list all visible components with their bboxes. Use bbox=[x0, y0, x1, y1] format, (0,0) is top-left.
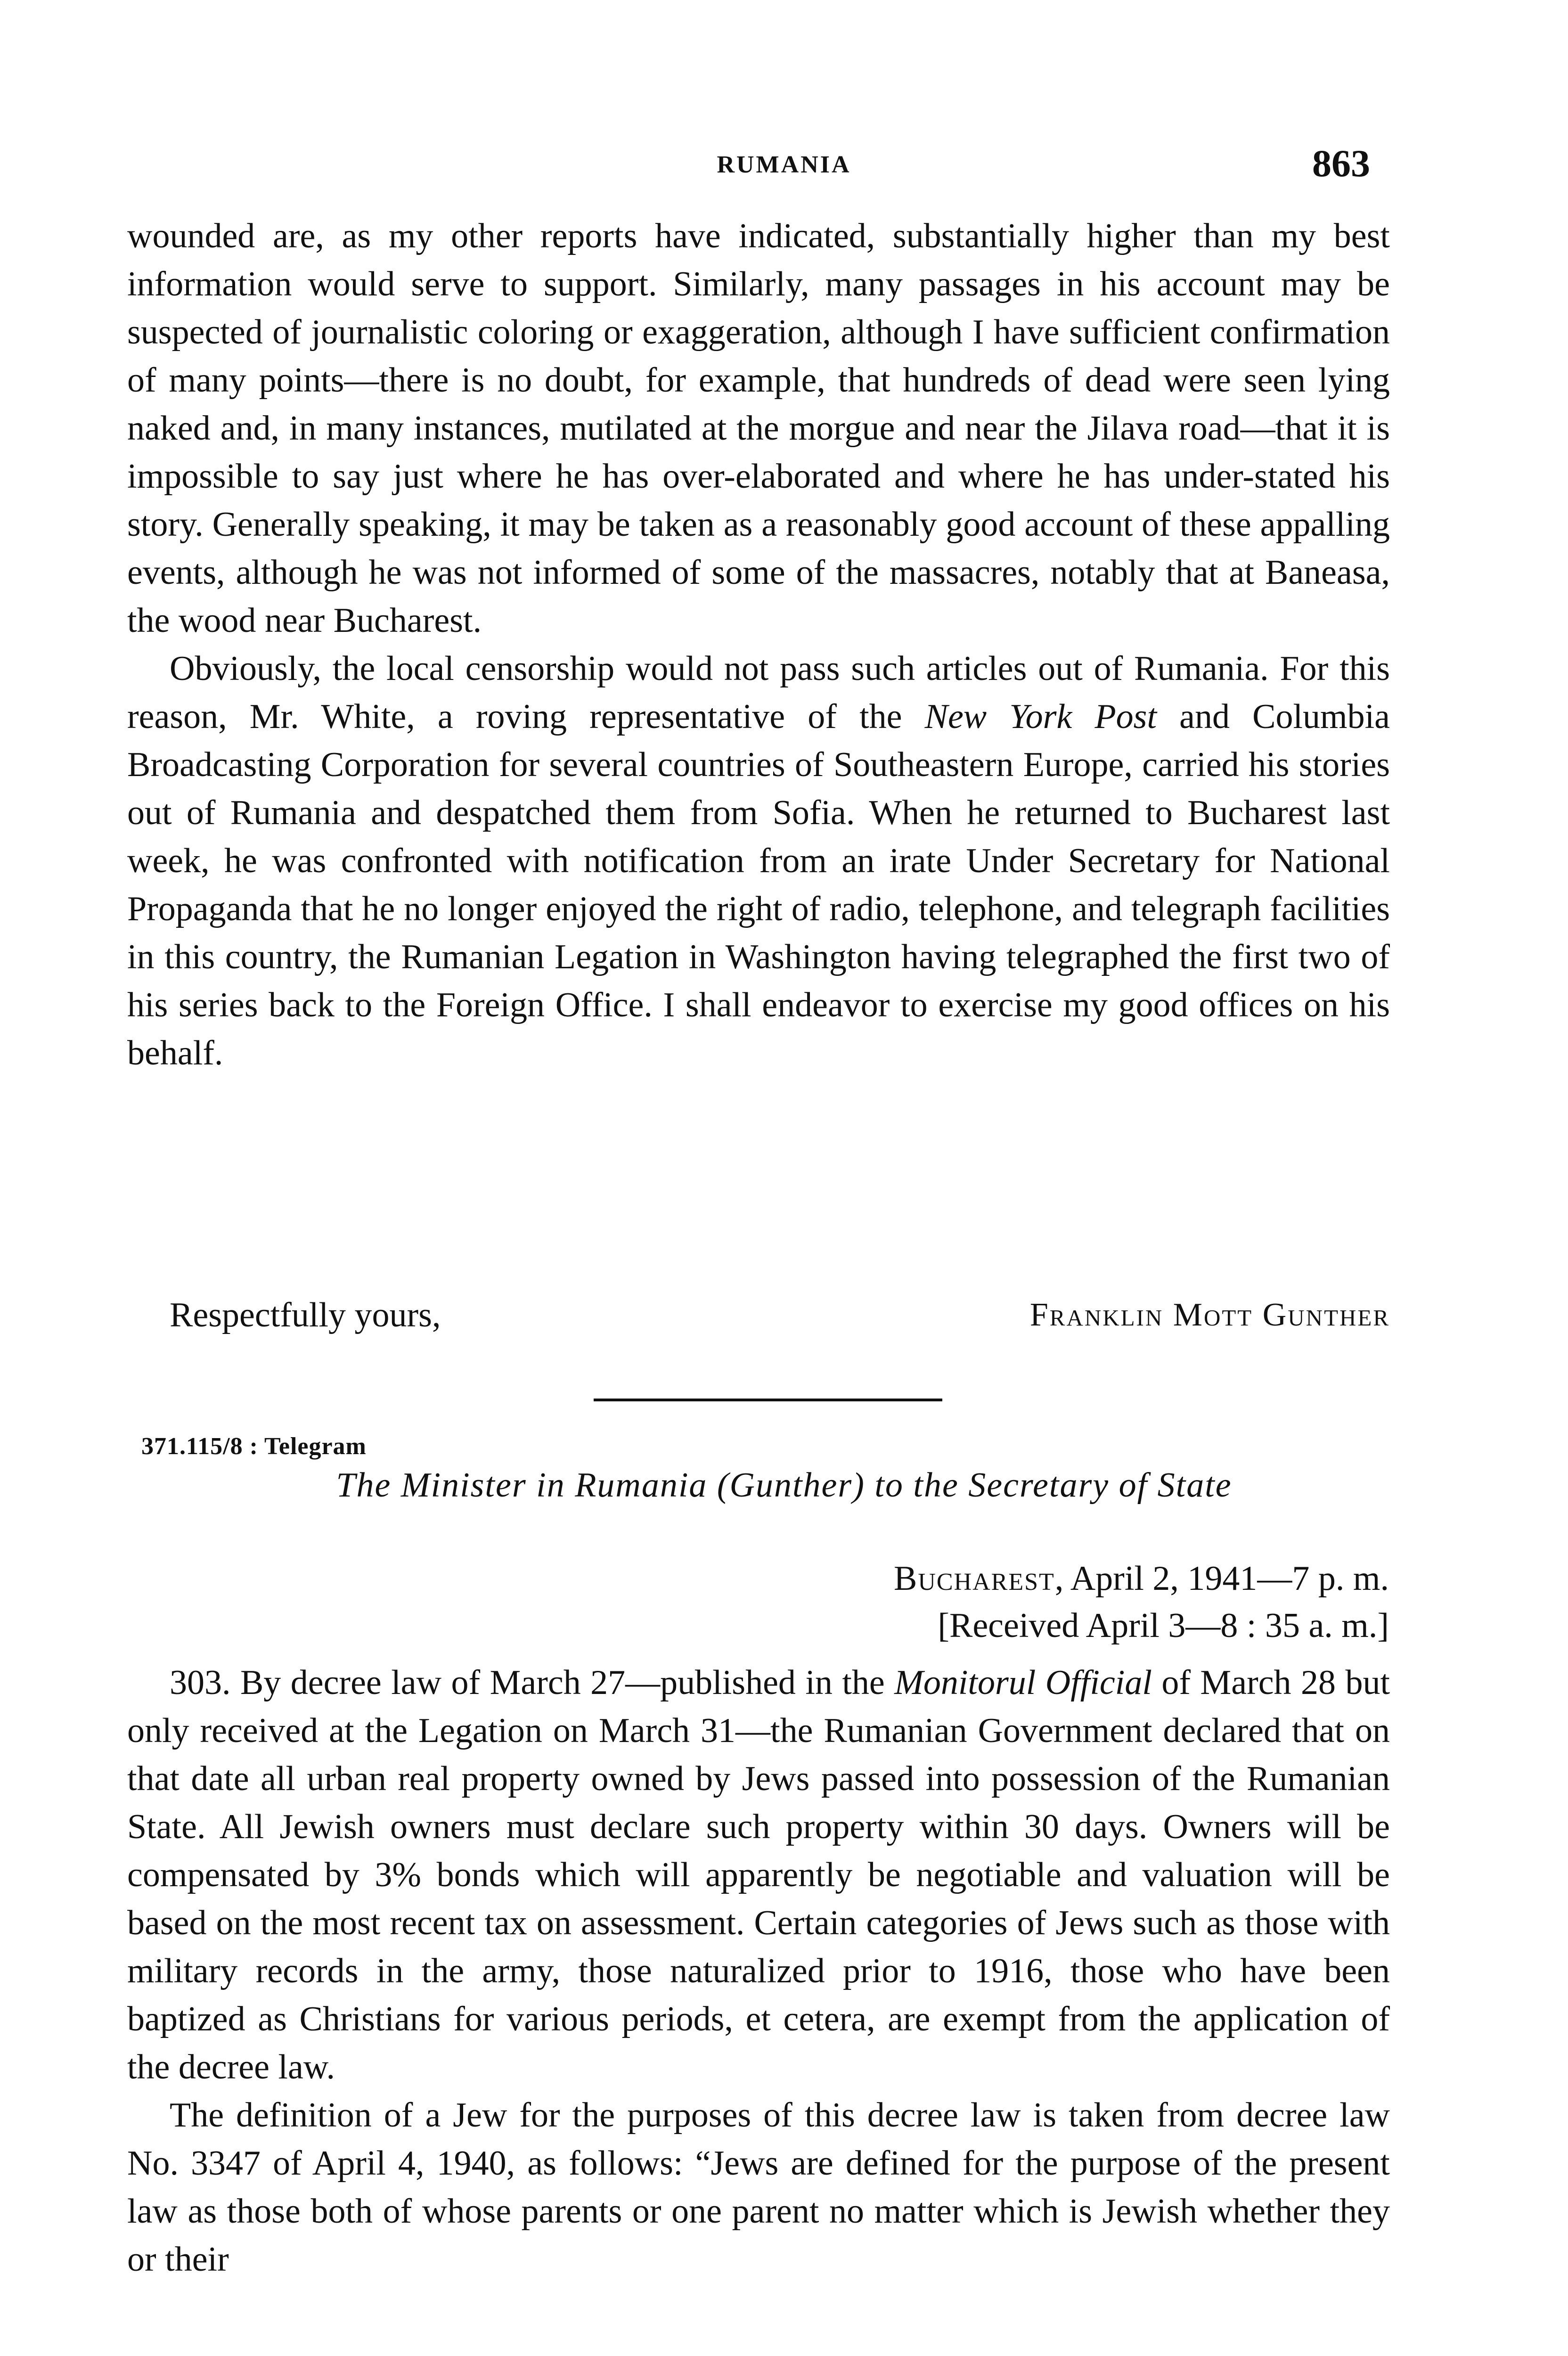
page-number: 863 bbox=[1312, 142, 1370, 185]
letter-paragraph-1: wounded are, as my other reports have indicated, substantially higher than my best information would serve to support. Similarly, many passages in his account may be suspected of journalistic coloring or exaggeration, although I have sufficient confirmation of many points—there is no doubt, for example, that hundreds of dead were seen lying naked and, in many instances, mutilated at the morgue and near the Jilava road—that it is impossible to say just where he has over-elaborated and where he has under-stated his story. Generally speaking, it may be taken as a reasonably good account of these appalling events, although he was not informed of some of the massacres, notably that at Baneasa, the wood near Bucharest. bbox=[127, 217, 1390, 640]
letter-paragraph-2-end: and Columbia Broadcasting Corporation for several countries of Southeastern Europe, carried his stories out of Rumania and despatched them from Sofia. When he returned to Bucharest last week, he was confronted with notification from an irate Under Secretary for National Propaganda that he no longer enjoyed the right of radio, telephone, and telegraph facilities in this country, the Rumanian Legation in Washington having telegraphed the first two of his series back to the Foreign Office. I shall endeavor to exercise my good offices on his behalf. bbox=[127, 697, 1390, 1072]
section-divider bbox=[594, 1399, 942, 1401]
telegram-paragraph-1-end: of March 28 but only received at the Legation on March 31—the Rumanian Government declared that on that date all urban real property owned by Jews passed into possession of the Rumanian State. All Jewish owners must declare such property within 30 days. Owners will be compensated by 3% bonds which will apparently be negotiable and valuation will be based on the most recent tax on assessment. Certain categories of Jews such as those with military records in the army, those naturalized prior to 1916, those who have been baptized as Christians for various periods, et cetera, are exempt from the application of the decree law. bbox=[127, 1663, 1390, 2086]
newspaper-title: New York Post bbox=[924, 697, 1157, 736]
signature: Franklin Mott Gunther bbox=[1029, 1297, 1390, 1333]
telegram-paragraph-1-start: 303. By decree law of March 27—published in the bbox=[170, 1663, 895, 1702]
heading-name: Gunther bbox=[729, 1466, 853, 1505]
letter-paragraph-2-start: Obviously, the local censorship would not pass such articles out of Rumania. For this reason, Mr. White, a roving representative of the bbox=[127, 649, 1390, 736]
dateline-sent bbox=[894, 1555, 1389, 1602]
gazette-title: Monitorul Official bbox=[894, 1663, 1152, 1702]
running-head-title: RUMANIA bbox=[717, 151, 851, 178]
telegram-paragraph-2: The definition of a Jew for the purposes of this decree law is taken from decree law No. 3347 of April 4, 1940, as follows: “Jews are defined for the purpose of the present law as those both of whose parents or one parent no matter which is Jewish whether they or their bbox=[127, 2096, 1390, 2279]
dateline-date: , April 2, 1941—7 p. m. bbox=[1054, 1559, 1389, 1598]
salutation: Respectfully yours, bbox=[170, 1296, 441, 1334]
file-reference: 371.115/8 : Telegram bbox=[141, 1433, 367, 1460]
running-head bbox=[0, 141, 1568, 184]
letter-body bbox=[127, 212, 1390, 1077]
heading-prefix: The Minister in Rumania ( bbox=[336, 1466, 730, 1505]
telegram-body bbox=[127, 1659, 1390, 2283]
letter-paragraph-2 bbox=[127, 645, 1390, 1077]
dateline bbox=[894, 1555, 1389, 1649]
telegram-paragraph-1 bbox=[127, 1659, 1390, 2091]
dateline-received: [Received April 3—8 : 35 a. m.] bbox=[938, 1606, 1389, 1645]
dateline-city: Bucharest bbox=[893, 1559, 1055, 1598]
document-heading bbox=[0, 1465, 1568, 1505]
heading-suffix: ) to the Secretary of State bbox=[852, 1466, 1232, 1505]
